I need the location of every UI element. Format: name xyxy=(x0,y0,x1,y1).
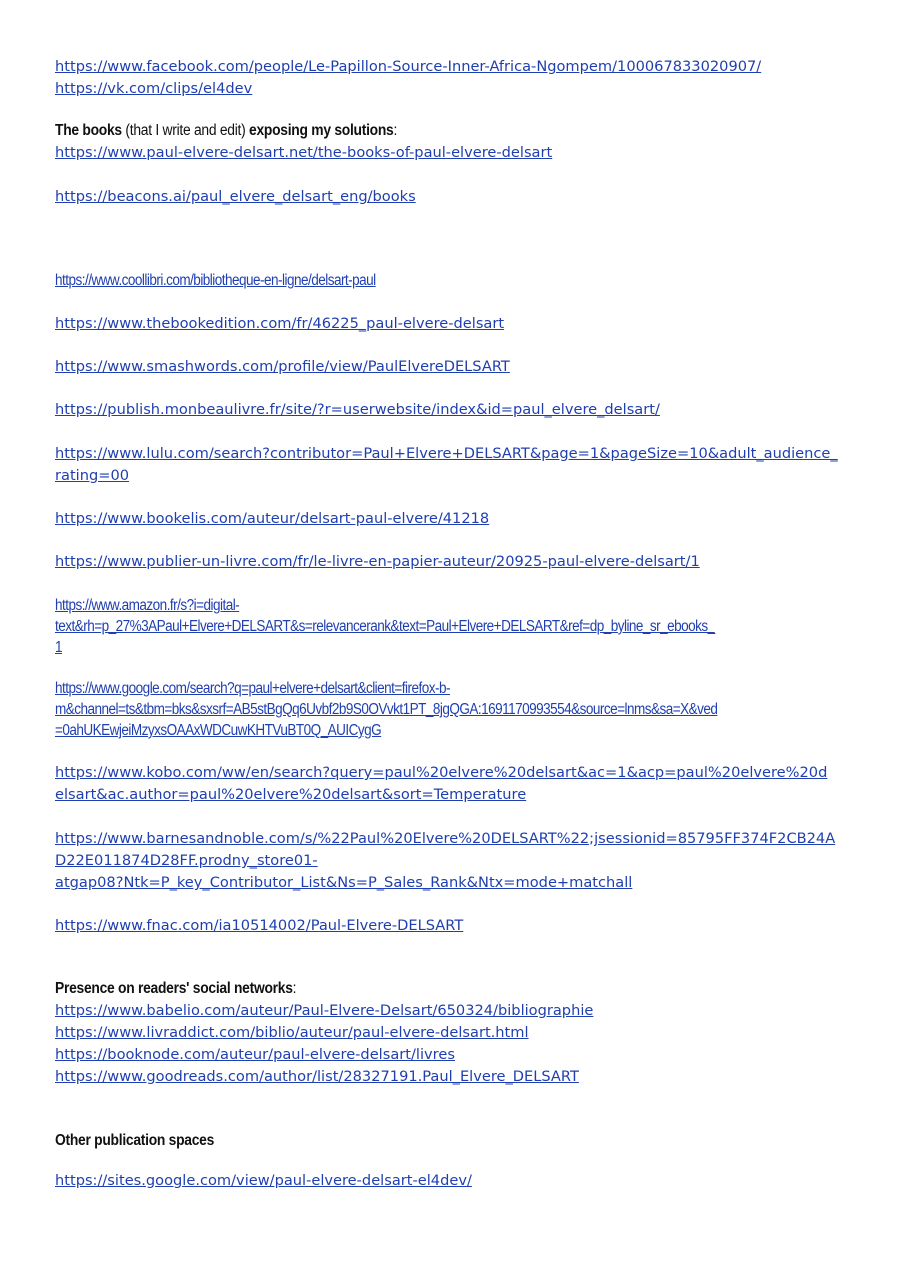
readers-heading-tail: : xyxy=(292,980,297,997)
books-heading-normal: (that I write and edit) xyxy=(121,122,250,139)
book-link-kobo[interactable] xyxy=(55,762,855,806)
books-heading-bold1: The books xyxy=(55,122,122,139)
book-link-lulu-line2[interactable]: rating=00 xyxy=(55,467,130,484)
readers-link-goodreads[interactable]: https://www.goodreads.com/author/list/28327191.Paul_Elvere_DELSART xyxy=(55,1068,579,1085)
book-link-google-line3[interactable]: =0ahUKEwjeiMzyxsOAAxWDCuwKHTVuBT0Q_AUICygG xyxy=(55,722,382,739)
readers-link-booknode[interactable]: https://booknode.com/auteur/paul-elvere-delsart/livres xyxy=(55,1046,455,1063)
book-link-beacons[interactable]: https://beacons.ai/paul_elvere_delsart_eng/books xyxy=(55,188,416,205)
books-heading-tail: : xyxy=(393,122,398,139)
book-link-google[interactable] xyxy=(55,678,855,741)
other-link-google-sites[interactable]: https://sites.google.com/view/paul-elvere-delsart-el4dev/ xyxy=(55,1172,472,1189)
book-link-amazon-line3[interactable]: 1 xyxy=(55,639,63,656)
book-link-bookelis[interactable]: https://www.bookelis.com/auteur/delsart-paul-elvere/41218 xyxy=(55,510,490,527)
books-heading-bold2: exposing my solutions xyxy=(249,122,394,139)
top-links xyxy=(55,56,855,100)
book-link-monbeaulivre[interactable]: https://publish.monbeaulivre.fr/site/?r=userwebsite/index&id=paul_elvere_delsart/ xyxy=(55,401,660,418)
book-link-google-line1[interactable]: https://www.google.com/search?q=paul+elvere+delsart&client=firefox-b- xyxy=(55,680,450,697)
facebook-link[interactable]: https://www.facebook.com/people/Le-Papillon-Source-Inner-Africa-Ngompem/100067833020907/ xyxy=(55,58,762,75)
book-link-amazon[interactable] xyxy=(55,595,855,658)
book-link-smashwords[interactable]: https://www.smashwords.com/profile/view/PaulElvereDELSART xyxy=(55,358,510,375)
readers-links xyxy=(55,1000,855,1088)
book-link-bn-line3[interactable]: atgap08?Ntk=P_key_Contributor_List&Ns=P_Sales_Rank&Ntx=mode+matchall xyxy=(55,874,633,891)
readers-heading-bold: Presence on readers' social networks xyxy=(55,980,293,997)
readers-heading xyxy=(55,978,775,1000)
book-link-lulu[interactable] xyxy=(55,443,855,487)
book-link-barnesandnoble[interactable] xyxy=(55,828,855,894)
book-link-coollibri[interactable]: https://www.coollibri.com/bibliotheque-en-ligne/delsart-paul xyxy=(55,272,376,289)
book-link-paul-elvere-delsart-net[interactable]: https://www.paul-elvere-delsart.net/the-books-of-paul-elvere-delsart xyxy=(55,144,553,161)
book-link-bn-line2[interactable]: D22E011874D28FF.prodny_store01- xyxy=(55,852,318,869)
books-links-group-1 xyxy=(55,142,855,164)
book-link-google-line2[interactable]: m&channel=ts&tbm=bks&sxsrf=AB5stBgQq6Uvbf2b9S0OVvkt1PT_8jgQGA:1691170993554&source=lnms&sa=X&ved xyxy=(55,701,718,718)
book-link-kobo-line1[interactable]: https://www.kobo.com/ww/en/search?query=paul%20elvere%20delsart&ac=1&acp=paul%20elvere%20d xyxy=(55,764,828,781)
readers-link-babelio[interactable]: https://www.babelio.com/auteur/Paul-Elvere-Delsart/650324/bibliographie xyxy=(55,1002,594,1019)
book-link-amazon-line1[interactable]: https://www.amazon.fr/s?i=digital- xyxy=(55,597,240,614)
book-link-amazon-line2[interactable]: text&rh=p_27%3APaul+Elvere+DELSART&s=relevancerank&text=Paul+Elvere+DELSART&ref=dp_byline_sr_ebooks_ xyxy=(55,618,715,635)
book-link-lulu-line1[interactable]: https://www.lulu.com/search?contributor=Paul+Elvere+DELSART&page=1&pageSize=10&adult_audience_ xyxy=(55,445,838,462)
other-heading-text: Other publication spaces xyxy=(55,1132,215,1149)
other-heading xyxy=(55,1130,775,1152)
readers-link-livraddict[interactable]: https://www.livraddict.com/biblio/auteur/paul-elvere-delsart.html xyxy=(55,1024,529,1041)
book-link-bn-line1[interactable]: https://www.barnesandnoble.com/s/%22Paul%20Elvere%20DELSART%22;jsessionid=85795FF374F2CB24A xyxy=(55,830,836,847)
book-link-fnac[interactable]: https://www.fnac.com/ia10514002/Paul-Elvere-DELSART xyxy=(55,917,464,934)
books-heading xyxy=(55,120,775,142)
book-link-kobo-line2[interactable]: elsart&ac.author=paul%20elvere%20delsart&sort=Temperature xyxy=(55,786,527,803)
vk-link[interactable]: https://vk.com/clips/el4dev xyxy=(55,80,253,97)
book-link-publier-un-livre[interactable]: https://www.publier-un-livre.com/fr/le-livre-en-papier-auteur/20925-paul-elvere-delsart/1 xyxy=(55,553,700,570)
book-link-thebookedition[interactable]: https://www.thebookedition.com/fr/46225_paul-elvere-delsart xyxy=(55,315,505,332)
